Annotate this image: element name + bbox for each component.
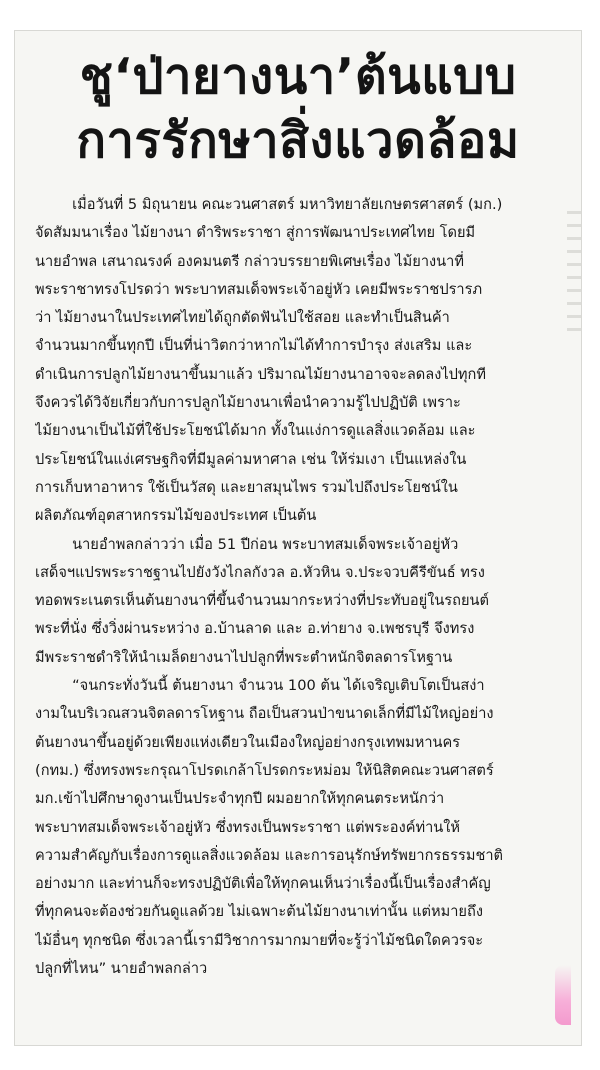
article-line: พระที่นั่ง ซึ่งวิ่งผ่านระหว่าง อ.บ้านลาด และ อ.ท่ายาง จ.เพชรบุรี จึงทรง bbox=[35, 620, 475, 638]
article-line: พระราชาทรงโปรดว่า พระบาทสมเด็จพระเจ้าอยู่หัว เคยมีพระราชปรารภ bbox=[35, 280, 483, 298]
article-body bbox=[35, 191, 565, 983]
pink-marker-stain bbox=[555, 965, 571, 1025]
article-line: ความสำคัญกับเรื่องการดูแลสิ่งแวดล้อม และการอนุรักษ์ทรัพยากรธรรมชาติ bbox=[35, 846, 504, 864]
article-line: เสด็จฯแปรพระราชฐานไปยังวังไกลกังวล อ.หัวหิน จ.ประจวบคีรีขันธ์ ทรง bbox=[35, 563, 485, 581]
article-line: พระบาทสมเด็จพระเจ้าอยู่หัว ซึ่งทรงเป็นพระราชา แต่พระองค์ท่านให้ bbox=[35, 818, 461, 836]
adjacent-column-bleed bbox=[15, 211, 35, 731]
headline bbox=[15, 45, 581, 173]
article-line: จึงควรได้วิจัยเกี่ยวกับการปลูกไม้ยางนาเพื่อนำความรู้ไปปฏิบัติ เพราะ bbox=[35, 394, 461, 412]
adjacent-column-bleed-right bbox=[567, 211, 581, 331]
article-line: “จนกระทั่งวันนี้ ต้นยางนา จำนวน 100 ต้น ได้เจริญเติบโตเป็นสง่า bbox=[35, 677, 485, 695]
article-line: เมื่อวันที่ 5 มิถุนายน คณะวนศาสตร์ มหาวิทยาลัยเกษตรศาสตร์ (มก.) bbox=[35, 196, 503, 213]
article-line: (กทม.) ซึ่งทรงพระกรุณาโปรดเกล้าโปรดกระหม่อม ให้นิสิตคณะวนศาสตร์ bbox=[35, 761, 494, 779]
article-line: จำนวนมากขึ้นทุกปี เป็นที่น่าวิตกว่าหากไม่ได้ทำการบำรุง ส่งเสริม และ bbox=[35, 337, 473, 355]
article-line: ที่ทุกคนจะต้องช่วยกันดูแลด้วย ไม่เฉพาะต้นไม้ยางนาเท่านั้น แต่หมายถึง bbox=[35, 903, 483, 921]
article-line: ไม้อื่นๆ ทุกชนิด ซึ่งเวลานี้เรามีวิชาการมากมายที่จะรู้ว่าไม้ชนิดใดควรจะ bbox=[35, 931, 484, 949]
article-line: อย่างมาก และท่านก็จะทรงปฏิบัติเพื่อให้ทุกคนเห็นว่าเรื่องนี้เป็นเรื่องสำคัญ bbox=[35, 875, 491, 893]
article-line: จัดสัมมนาเรื่อง ไม้ยางนา ดำริพระราชา สู่การพัฒนาประเทศไทย โดยมี bbox=[35, 224, 476, 242]
article-line: นายอำพล เสนาณรงค์ องคมนตรี กล่าวบรรยายพิเศษเรื่อง ไม้ยางนาที่ bbox=[35, 252, 464, 270]
newspaper-clipping bbox=[14, 30, 582, 1046]
article-line: การเก็บหาอาหาร ใช้เป็นวัสดุ และยาสมุนไพร รวมไปถึงประโยชน์ใน bbox=[35, 478, 458, 496]
article-line: ผลิตภัณฑ์อุตสาหกรรมไม้ของประเทศ เป็นต้น bbox=[35, 507, 317, 525]
headline-line-2: การรักษาสิ่งแวดล้อม bbox=[76, 112, 520, 169]
article-line: ทอดพระเนตรเห็นต้นยางนาที่ขึ้นจำนวนมากระหว่างที่ประทับอยู่ในรถยนต์ bbox=[35, 592, 489, 610]
article-line: นายอำพลกล่าวว่า เมื่อ 51 ปีก่อน พระบาทสมเด็จพระเจ้าอยู่หัว bbox=[35, 535, 459, 553]
article-line: ว่า ไม้ยางนาในประเทศไทยได้ถูกตัดฟันไปใช้สอย และทำเป็นสินค้า bbox=[35, 309, 450, 327]
article-line: งามในบริเวณสวนจิตลดารโหฐาน ถือเป็นสวนป่าขนาดเล็กที่มีไม้ใหญ่อย่าง bbox=[35, 705, 494, 723]
article-line: ประโยชน์ในแง่เศรษฐกิจที่มีมูลค่ามหาศาล เช่น ให้ร่มเงา เป็นแหล่งใน bbox=[35, 450, 467, 468]
article-line: มก.เข้าไปศึกษาดูงานเป็นประจำทุกปี ผมอยากให้ทุกคนตระหนักว่า bbox=[35, 790, 445, 808]
article-line: ไม้ยางนาเป็นไม้ที่ใช้ประโยชน์ได้มาก ทั้งในแง่การดูแลสิ่งแวดล้อม และ bbox=[35, 422, 476, 440]
article-line: ต้นยางนาขึ้นอยู่ด้วยเพียงแห่งเดียวในเมืองใหญ่อย่างกรุงเทพมหานคร bbox=[35, 733, 461, 751]
headline-line-1: ชู‘ป่ายางนา’ต้นแบบ bbox=[79, 48, 517, 105]
article-line: ดำเนินการปลูกไม้ยางนาขึ้นมาแล้ว ปริมาณไม้ยางนาอาจจะลดลงไปทุกที bbox=[35, 365, 487, 383]
article-line: มีพระราชดำริให้นำเมล็ดยางนาไปปลูกที่พระตำหนักจิตลดารโหฐาน bbox=[35, 648, 453, 666]
article-line: ปลูกที่ไหน” นายอำพลกล่าว bbox=[35, 960, 208, 978]
